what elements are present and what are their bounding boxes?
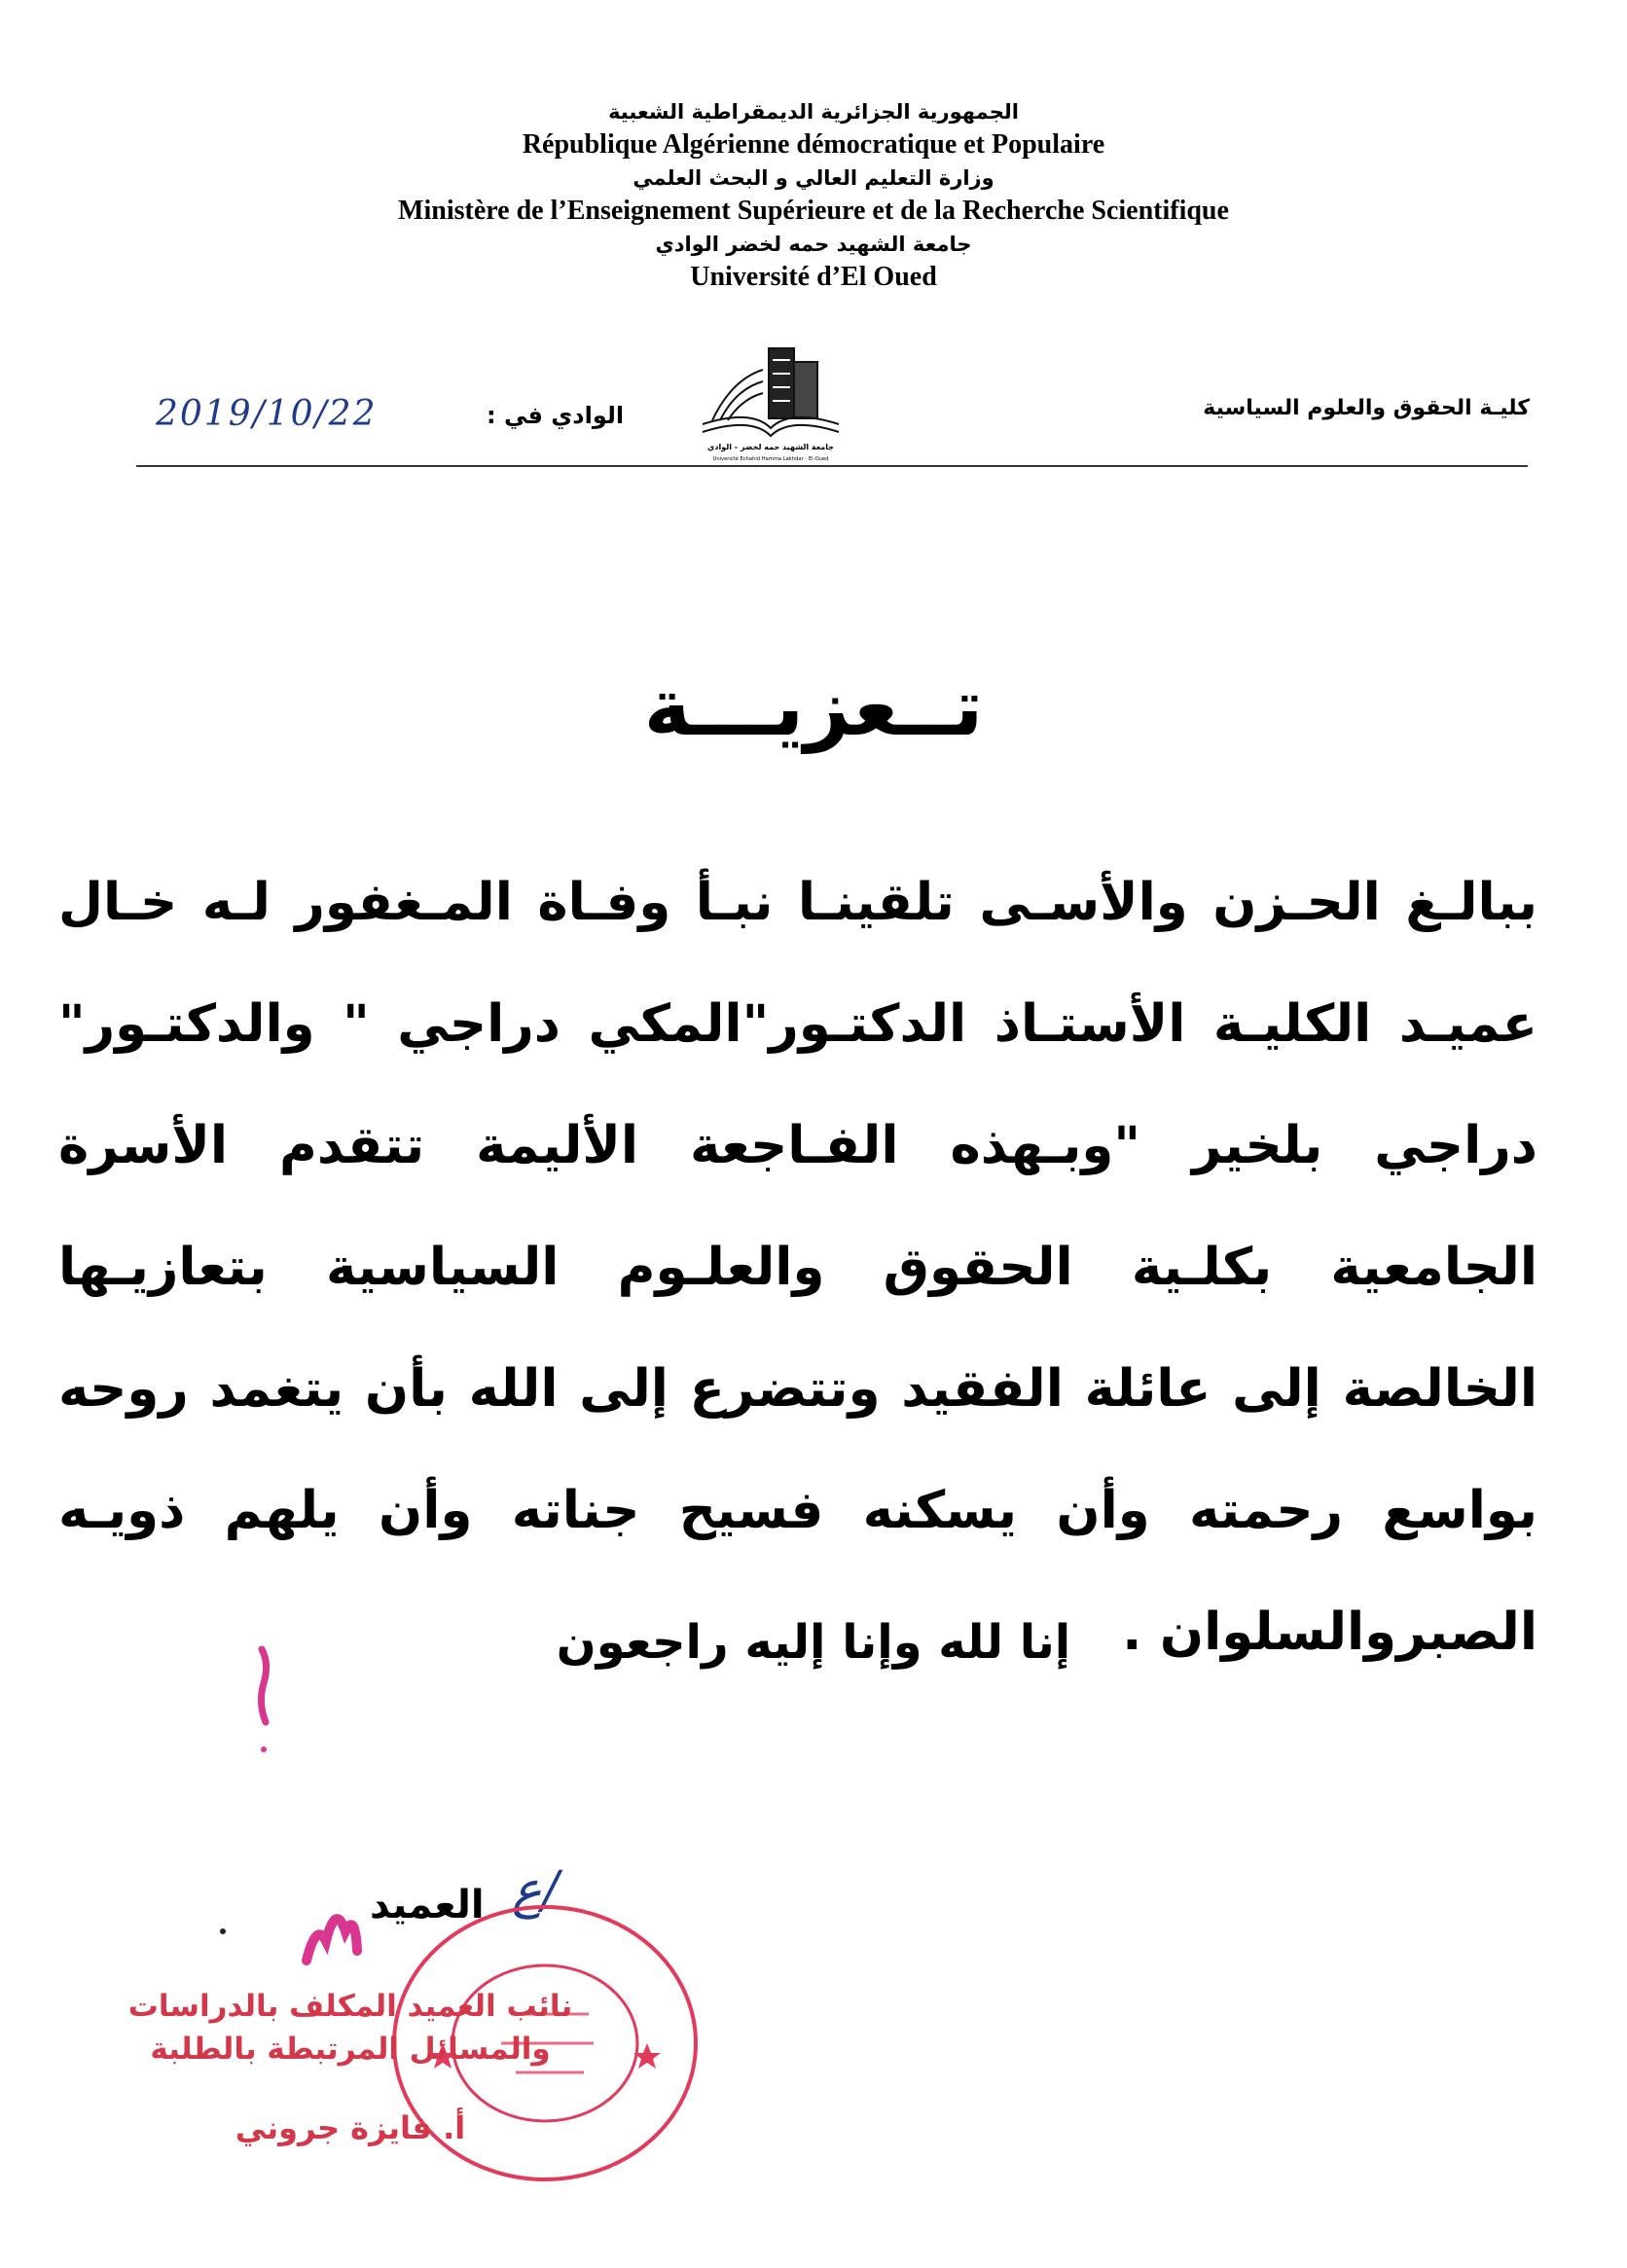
prayer-line: إنا لله وإنا إليه راجعون (556, 1615, 1071, 1670)
letterhead-university-fr: Université d’El Oued (690, 262, 937, 292)
ink-signature-mark (297, 1892, 365, 1970)
date-value: 2019/10/22 (156, 394, 378, 434)
university-logo (693, 341, 849, 467)
condolence-body: ببالـغ الحـزن والأسـى تلقينـا نبـأ وفـاة المـغفور لـه خـال عميـد الكليـة الأستـاذ الدكتـور"المكي دراجي " والدكتـور" دراجي بلخير "وبـهذه الفـاجعة الأليمة تتقدم الأسرة الجامعية بكلـية الحقوق والعلـوم السياسية بتعازيـها الخالصة إلى عائلة الفقيد وتتضرع إلى الله بأن يتغمد روحه بواسع رحمته وأن يسكنه فسيح جناته وأن يلهم ذويـه الصبروالسلوان . (58, 873, 1537, 1662)
dean-initials: ع/ (511, 1861, 560, 1920)
letterhead-ministry-fr: Ministère de l’Enseignement Supérieure et de la Recherche Scientifique (398, 196, 1229, 226)
stamp-title-line1: نائب العميد المكلف بالدراسات (127, 1989, 573, 2024)
letterhead-ministry-ar: وزارة التعليم العالي و البحث العلمي (633, 166, 994, 190)
letterhead-republic-fr: République Algérienne démocratique et Populaire (522, 129, 1105, 160)
document-title: تــعزيـــة (643, 662, 984, 754)
stamp-signatory-name: أ. فايزة جروني (235, 2109, 466, 2146)
faculty-name: كليـة الحقوق والعلوم السياسية (1203, 396, 1530, 420)
header-divider (136, 465, 1528, 467)
dean-label: العميد (370, 1883, 485, 1927)
vice-dean-stamp (78, 1985, 623, 2146)
date-label: الوادي في : (487, 402, 625, 429)
logo-caption-fr: Université Echahid Hamma Lakhdar - El-Oued (712, 456, 829, 462)
logo-caption-ar: جامعة الشهيد حمه لخضر - الوادي (707, 443, 834, 451)
ink-smudge (248, 1644, 277, 1761)
letterhead-republic-ar: الجمهورية الجزائرية الديمقراطية الشعبية (608, 100, 1019, 124)
letterhead (230, 97, 1397, 296)
letterhead-university-ar: جامعة الشهيد حمه لخضر الوادي (655, 233, 972, 256)
stamp-title-line2: والمسائل المرتبطة بالطلبة (150, 2032, 551, 2067)
ink-dot (220, 1928, 226, 1934)
